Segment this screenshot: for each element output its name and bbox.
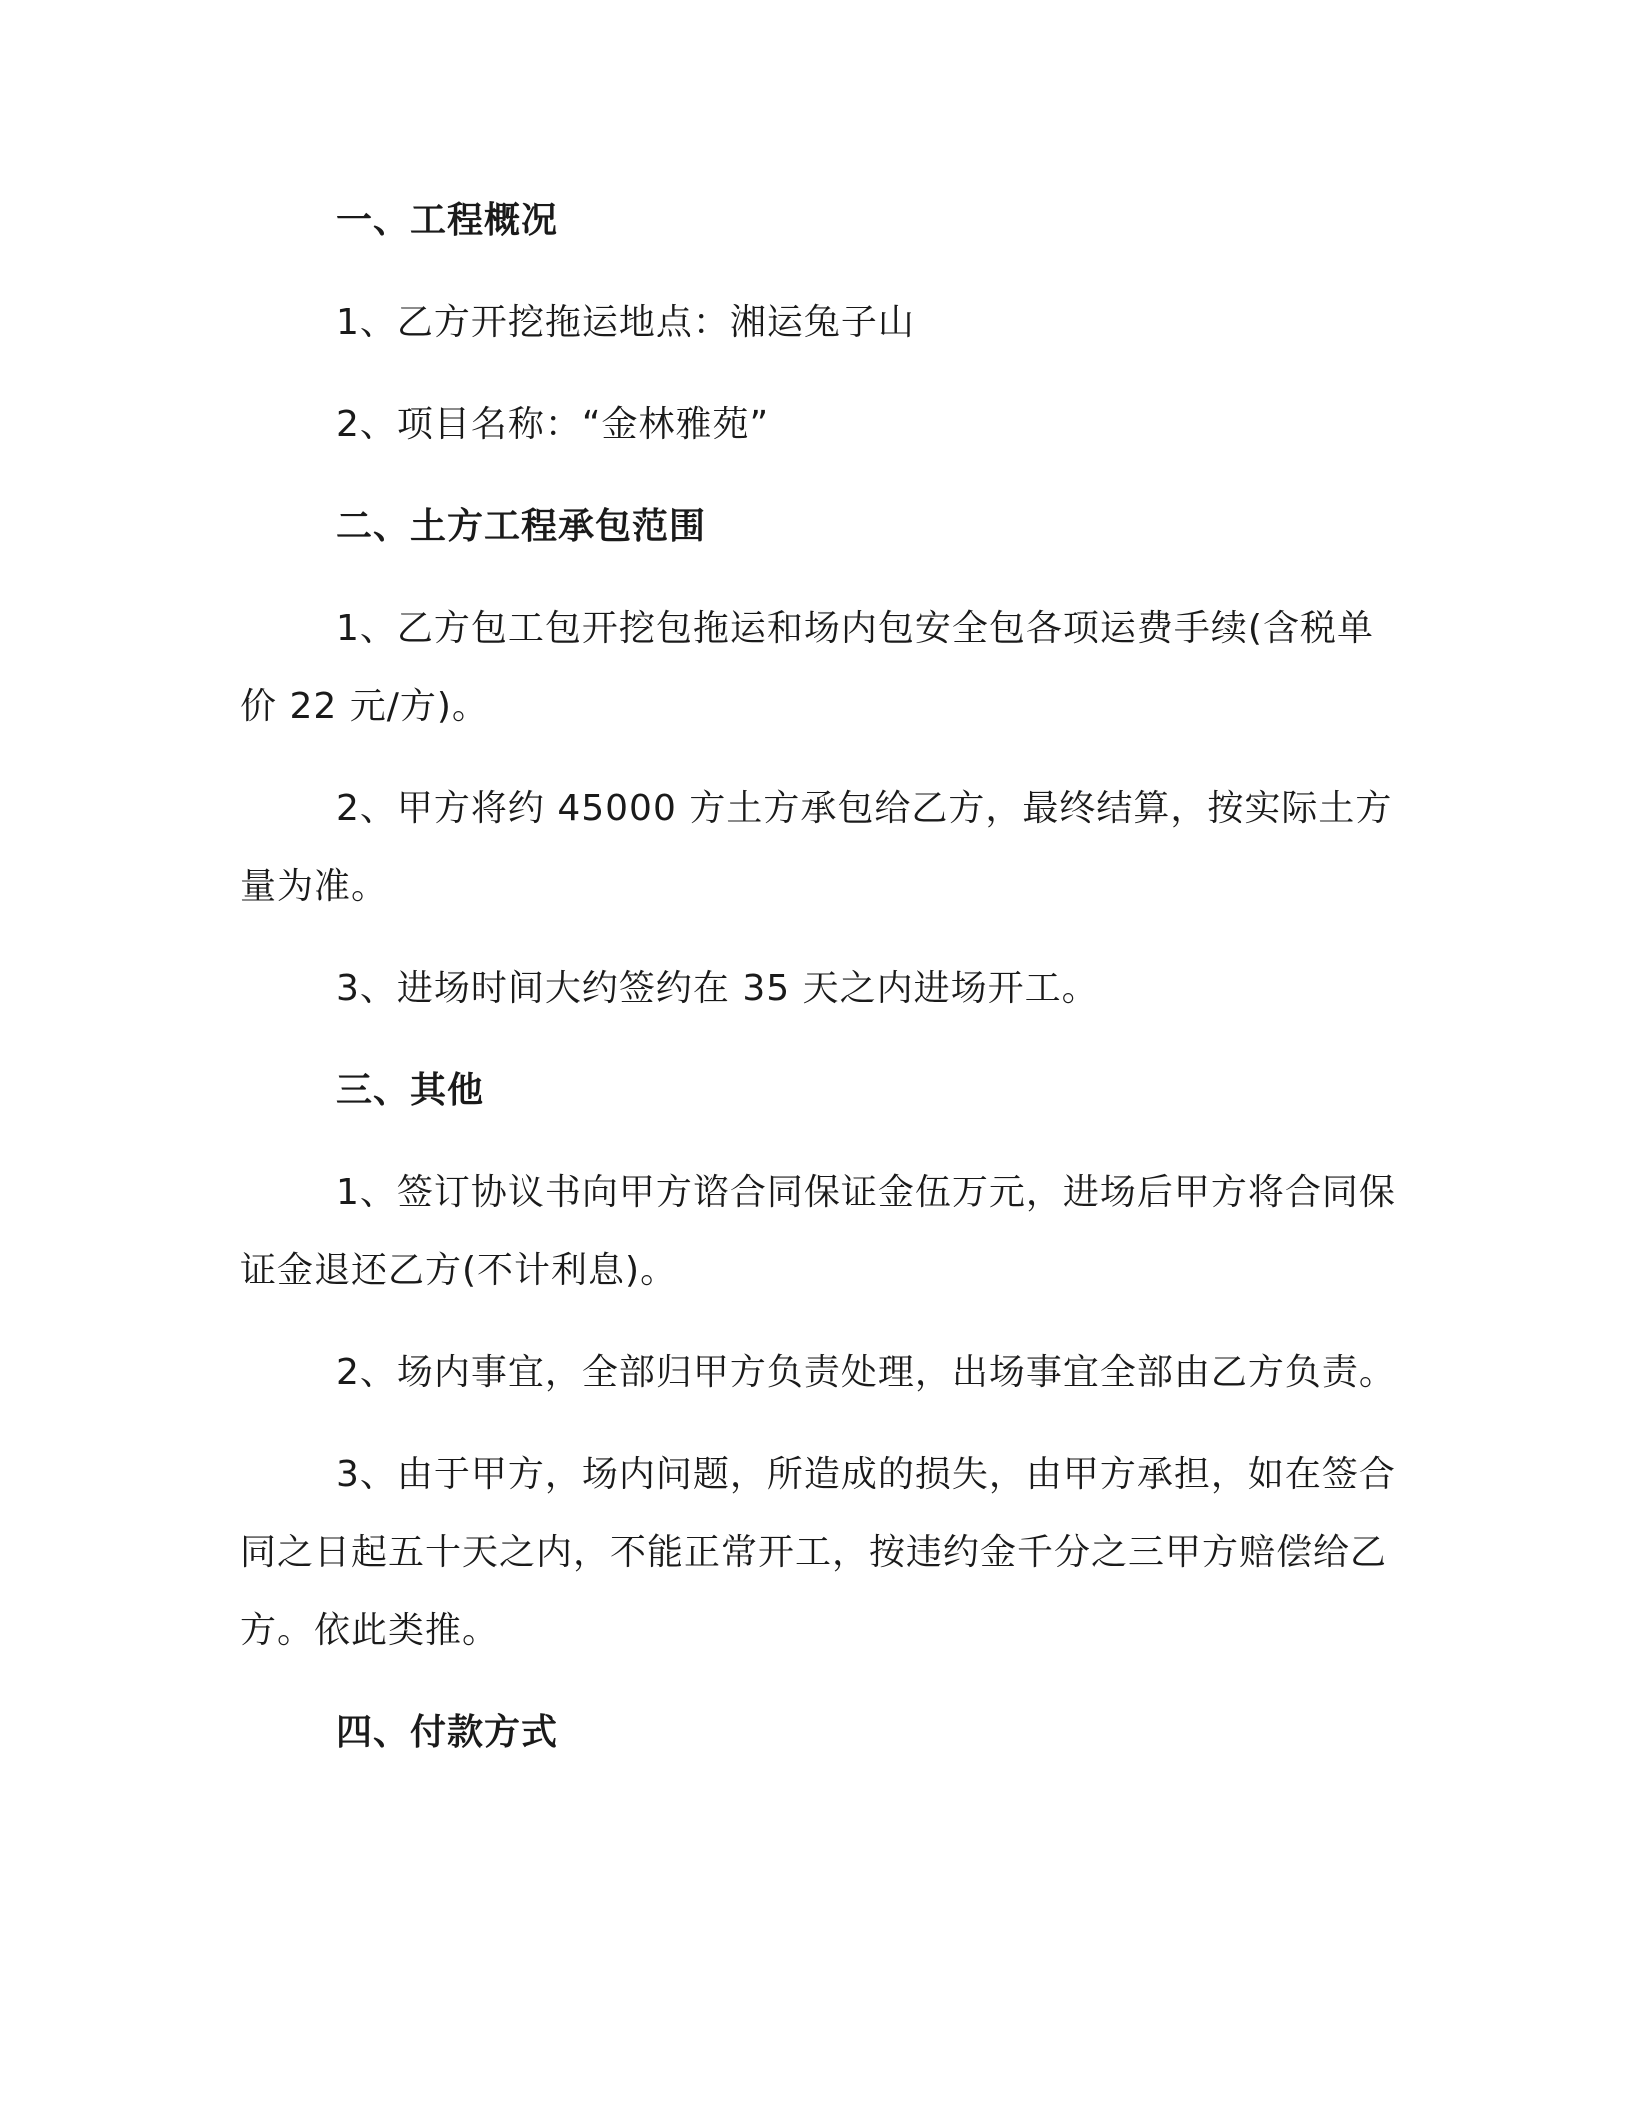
clause-start-time: 3、进场时间大约签约在 35 天之内进场开工。 [336, 968, 1099, 1009]
clause-project-name: 2、项目名称：“金林雅苑” [336, 404, 770, 445]
clause-contract-terms: 1、乙方包工包开挖包拖运和场内包安全包各项运费手续(含税单价 22 元/方)。 [240, 608, 1374, 727]
clause-loss-liability: 3、由于甲方，场内问题，所造成的损失，由甲方承担，如在签合同之日起五十天之内，不能正常开工，按违约金千分之三甲方赔偿给乙方。依此类推。 [240, 1454, 1396, 1651]
section-heading-project-overview: 一、工程概况 [336, 200, 559, 241]
document-body [240, 182, 1410, 1796]
clause-earthwork-volume: 2、甲方将约 45000 方土方承包给乙方，最终结算，按实际土方量为准。 [240, 788, 1393, 907]
section-heading-contract-scope: 二、土方工程承包范围 [336, 506, 707, 547]
section-heading-payment-method: 四、付款方式 [336, 1712, 559, 1753]
section-heading-other: 三、其他 [336, 1070, 485, 1111]
clause-site-responsibility: 2、场内事宜，全部归甲方负责处理，出场事宜全部由乙方负责。 [336, 1352, 1396, 1393]
clause-deposit: 1、签订协议书向甲方谘合同保证金伍万元，进场后甲方将合同保证金退还乙方(不计利息)。 [240, 1172, 1396, 1291]
clause-excavation-location: 1、乙方开挖拖运地点：湘运兔子山 [336, 302, 915, 343]
